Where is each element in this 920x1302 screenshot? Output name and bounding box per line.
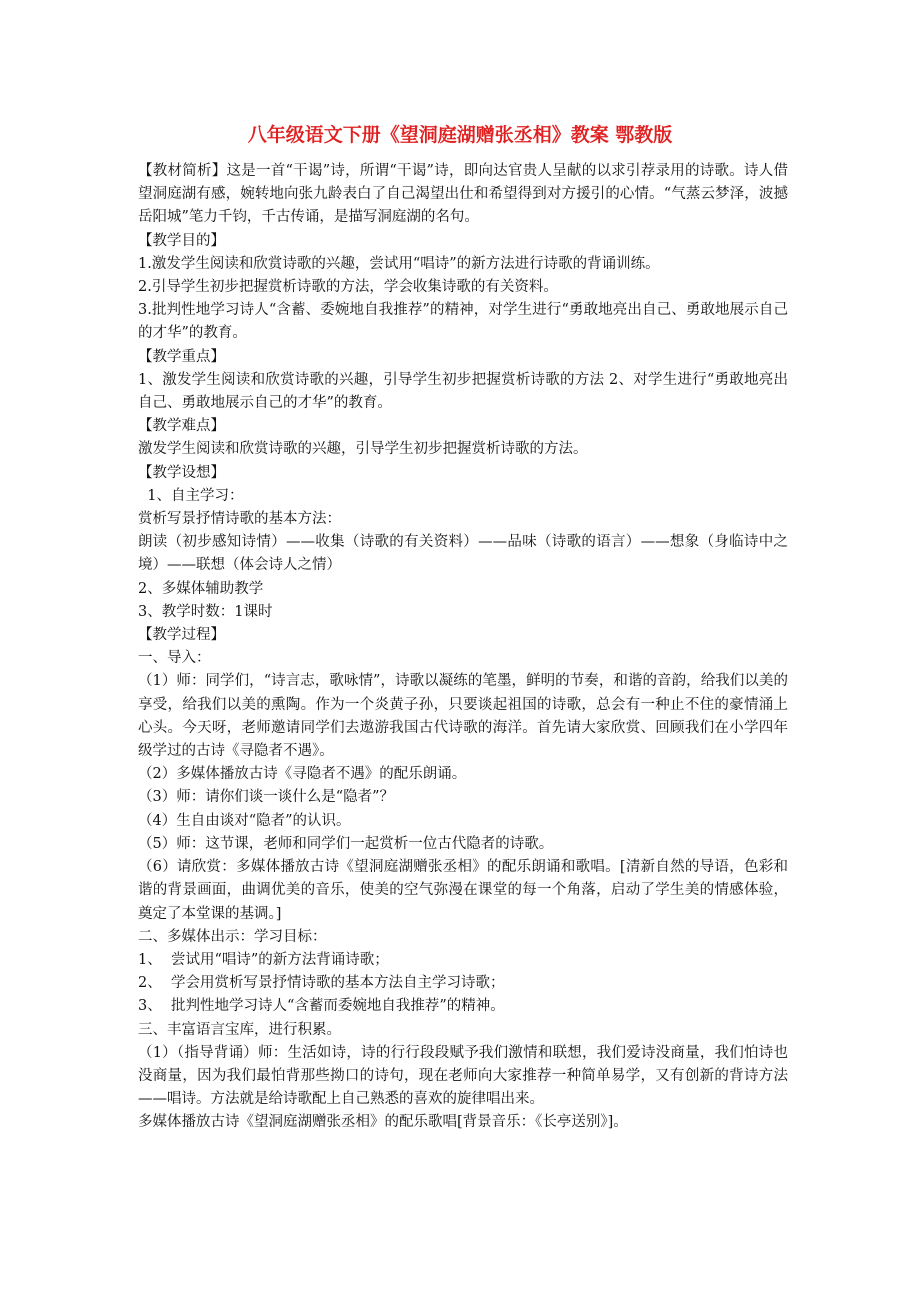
paragraph-teaching-focus: 1、激发学生阅读和欣赏诗歌的兴趣，引导学生初步把握赏析诗歌的方法 2、对学生进行“勇敢地亮出自己、勇敢地展示自己的才华”的教育。 [138,371,789,412]
goal-item: 3、 批判性地学习诗人“含蓄而委婉地自我推荐”的精神。 [138,998,505,1015]
plan-item: 朗读（初步感知诗情）——收集（诗歌的有关资料）——品味（诗歌的语言）——想象（身临诗中之境）——联想（体会诗人之情） [138,534,788,574]
objective-item: 1.激发学生阅读和欣赏诗歌的兴趣，尝试用“唱诗”的新方法进行诗歌的背诵训练。 [138,255,660,272]
document-title: 八年级语文下册《望洞庭湖赠张丞相》教案 鄂教版 [247,124,673,146]
plan-item: 2、多媒体辅助教学 [138,580,264,597]
plan-item: 赏析写景抒情诗歌的基本方法： [138,511,341,528]
goal-item: 1、 尝试用“唱诗”的新方法背诵诗歌； [138,951,389,968]
heading-teaching-focus: 【教学重点】 [138,348,225,365]
process-step: （1）（指导背诵）师：生活如诗，诗的行行段段赋予我们激情和联想，我们爱诗没商量，我们怕诗也没商量，因为我们最怕背那些拗口的诗句，现在老师向大家推荐一种简单易学，又有创新的背诗方法——唱诗。方法就是给诗歌配上自己熟悉的喜欢的旋律唱出来。 [138,1044,788,1108]
section-heading: 二、多媒体出示：学习目标： [138,928,327,945]
plan-item: 3、教学时数：1课时 [138,603,273,620]
process-step: （4）生自由谈对“隐者”的认识。 [138,812,351,829]
heading-teaching-process: 【教学过程】 [138,627,225,644]
section-heading: 一、导入： [138,650,211,667]
process-step: （3）师：请你们谈一谈什么是“隐者”？ [138,789,395,806]
objective-item: 2.引导学生初步把握赏析诗歌的方法，学会收集诗歌的有关资料。 [138,279,558,296]
process-step: （2）多媒体播放古诗《寻隐者不遇》的配乐朗诵。 [138,766,467,783]
process-step: （5）师：这节课，老师和同学们一起赏析一位古代隐者的诗歌。 [138,835,554,852]
process-step: （1）师：同学们，“诗言志，歌咏情”，诗歌以凝练的笔墨，鲜明的节奏，和谐的音韵，给我们以美的享受，给我们以美的熏陶。作为一个炎黄子孙，只要谈起祖国的诗歌，总会有一种止不住的豪情涌上心头。今天呀，老师邀请同学们去遨游我国古代诗歌的海洋。首先请大家欣赏、回顾我们在小学四年级学过的古诗《寻隐者不遇》。 [138,673,788,760]
document-body [138,160,788,1135]
heading-teaching-difficulty: 【教学难点】 [138,418,225,435]
heading-teaching-plan: 【教学设想】 [138,464,225,481]
process-step: （6）请欣赏：多媒体播放古诗《望洞庭湖赠张丞相》的配乐朗诵和歌唱。[清新自然的导语，色彩和谐的背景画面，曲调优美的音乐，使美的空气弥漫在课堂的每一个角落，启动了学生美的情感体验，奠定了本堂课的基调。] [138,859,788,922]
objective-item: 3.批判性地学习诗人“含蓄、委婉地自我推荐”的精神，对学生进行“勇敢地亮出自己、勇敢地展示自己的才华”的教育。 [138,302,788,342]
paragraph-textbook-analysis: 【教材简析】这是一首“干谒”诗，所谓“干谒”诗，即向达官贵人呈献的以求引荐录用的诗歌。诗人借望洞庭湖有感，婉转地向张九龄表白了自己渴望出仕和希望得到对方援引的心情。“气蒸云梦泽，波撼岳阳城”笔力千钧，千古传诵，是描写洞庭湖的名句。 [138,163,788,226]
plan-item: 1、自主学习： [138,487,244,504]
goal-item: 2、 学会用赏析写景抒情诗歌的基本方法自主学习诗歌； [138,975,505,992]
paragraph-teaching-difficulty: 激发学生阅读和欣赏诗歌的兴趣，引导学生初步把握赏析诗歌的方法。 [138,441,588,458]
heading-teaching-objectives: 【教学目的】 [138,232,225,249]
section-heading: 三、丰富语言宝库，进行积累。 [138,1021,341,1038]
process-step: 多媒体播放古诗《望洞庭湖赠张丞相》的配乐歌唱[背景音乐：《长亭送别》]。 [138,1114,628,1131]
